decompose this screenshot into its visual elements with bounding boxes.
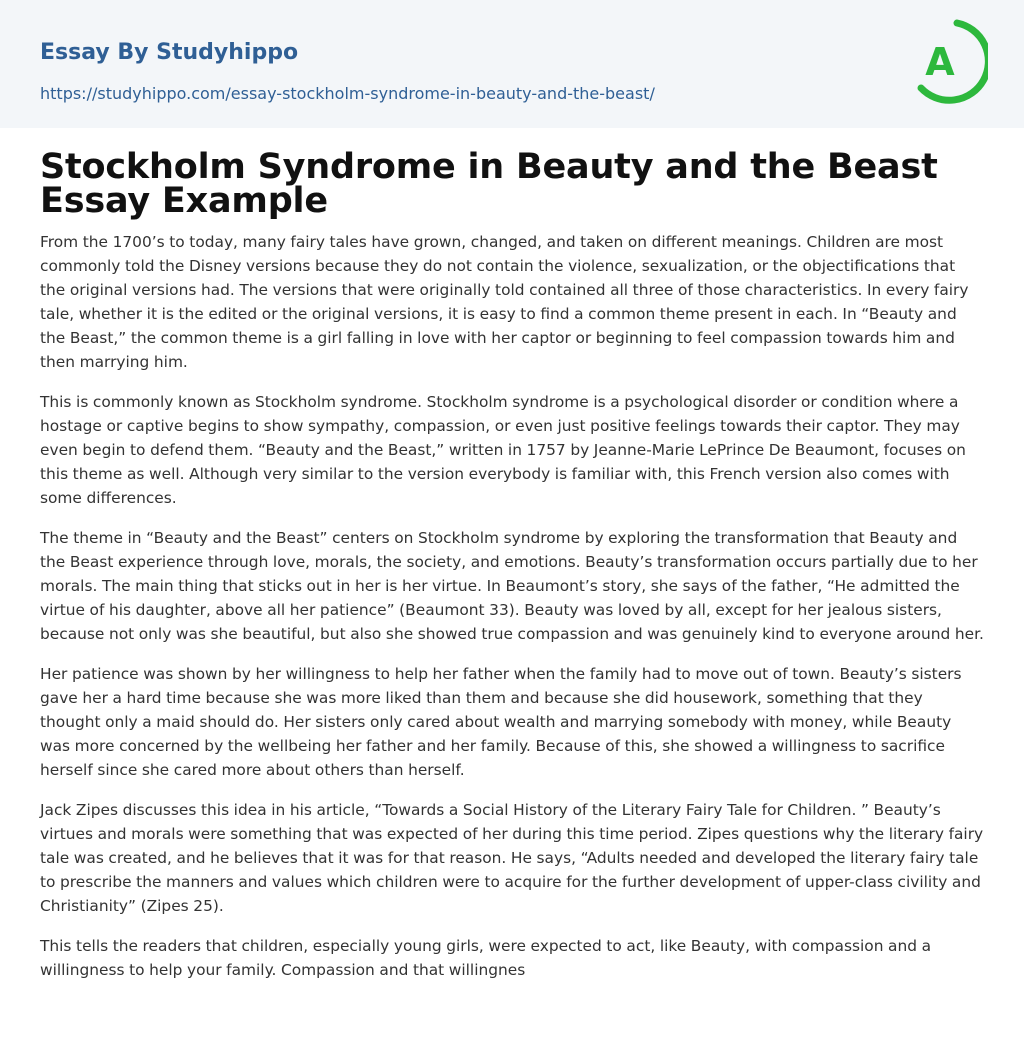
essay-paragraph: Her patience was shown by her willingness to help her father when the family had to move out of town. Beauty’s sisters gave her a hard time because she was more liked than them and because she did housework, something that they thought only a maid should do. Her sisters only cared about wealth and marrying somebody with money, while Beauty was more concerned by the wellbeing her father and her family. Because of this, she showed a willingness to sacrifice herself since she cared more about others than herself. — [40, 665, 962, 779]
essay-paragraph: Jack Zipes discusses this idea in his article, “Towards a Social History of the Literary Fairy Tale for Children. ” Beauty’s virtues and morals were something that was expected of her during this time period. Zipes questions why the literary fairy tale was created, and he believes that it was for that reason. He says, “Adults needed and developed the literary fairy tale to prescribe the manners and values which children were to acquire for the further development of upper-class civility and Christianity” (Zipes 25). — [40, 801, 984, 915]
studyhippo-logo-icon[interactable] — [912, 18, 988, 106]
essay-body — [40, 230, 984, 982]
essay-paragraph: From the 1700’s to today, many fairy tales have grown, changed, and taken on different meanings. Children are most commonly told the Disney versions because they do not contain the violence, sexualization, or the objectifications that the original versions had. The versions that were originally told contained all three of those characteristics. In every fairy tale, whether it is the edited or the original versions, it is easy to find a common theme present in each. In “Beauty and the Beast,” the common theme is a girl falling in love with her captor or beginning to feel compassion towards him and then marrying him. — [40, 233, 969, 371]
page-title: Stockholm Syndrome in Beauty and the Beast Essay Example — [40, 147, 938, 221]
essay-paragraph: This is commonly known as Stockholm syndrome. Stockholm syndrome is a psychological disorder or condition where a hostage or captive begins to show sympathy, compassion, or even just positive feelings towards their captor. They may even begin to defend them. “Beauty and the Beast,” written in 1757 by Jeanne-Marie LePrince De Beaumont, focuses on this theme as well. Although very similar to the version everybody is familiar with, this French version also comes with some differences. — [40, 393, 966, 507]
page-url-link[interactable]: https://studyhippo.com/essay-stockholm-syndrome-in-beauty-and-the-beast/ — [40, 84, 655, 103]
essay-paragraph: This tells the readers that children, especially young girls, were expected to act, like Beauty, with compassion and a willingness to help your family. Compassion and that willingnes — [40, 937, 932, 979]
logo-letter: A — [925, 40, 955, 84]
essay-content — [0, 147, 1024, 982]
site-brand[interactable]: Essay By Studyhippo — [40, 40, 299, 65]
essay-paragraph: The theme in “Beauty and the Beast” centers on Stockholm syndrome by exploring the transformation that Beauty and the Beast experience through love, morals, the society, and emotions. Beauty’s transformation occurs partially due to her morals. The main thing that sticks out in her is her virtue. In Beaumont’s story, she says of the father, “He admitted the virtue of his daughter, above all her patience” (Beaumont 33). Beauty was loved by all, except for her jealous sisters, because not only was she beautiful, but also she showed true compassion and was genuinely kind to everyone around her. — [40, 529, 984, 643]
site-header — [0, 0, 1024, 128]
